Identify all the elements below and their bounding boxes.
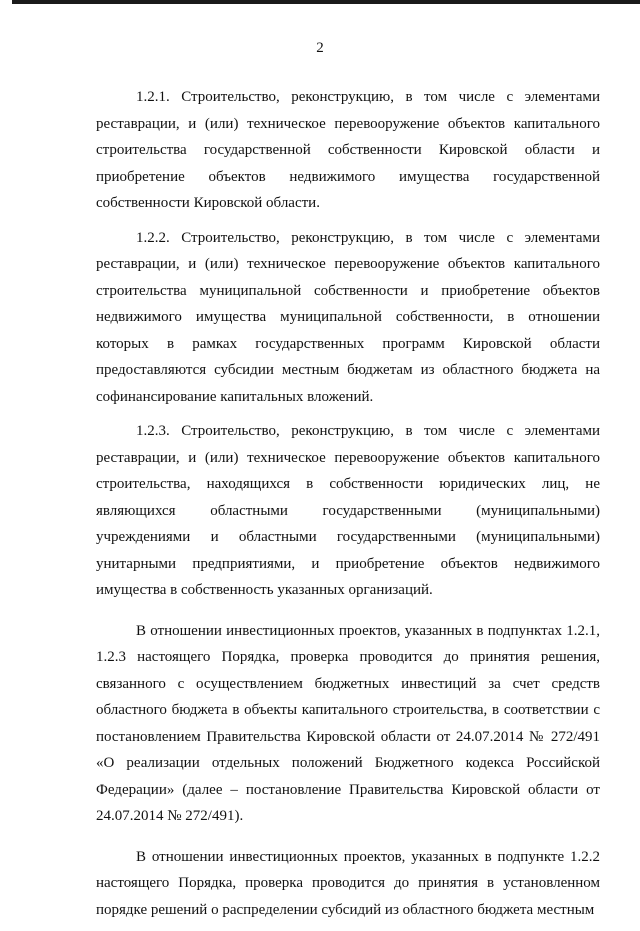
page-number: 2 — [316, 40, 324, 56]
paragraph-check-1-2-2: В отношении инвестиционных проектов, указанных в подпункте 1.2.2 настоящего Порядка, проверка проводится до принятия в установленном порядке решений о распределении субсидий из областного бюджета местным — [96, 848, 600, 918]
top-border-rule — [12, 0, 640, 4]
paragraph-1-2-2: 1.2.2. Строительство, реконструкцию, в том числе с элементами реставрации, и (или) техническое перевооружение объектов капитального строительства муниципальной собственности и приобретение объектов недвижимого имущества муниципальной собственности, в отношении которых в рамках государственных программ Кировской области предоставляются субсидии местным бюджетам из областного бюджета на софинансирование капитальных вложений. — [96, 229, 600, 405]
paragraph-1-2-1: 1.2.1. Строительство, реконструкцию, в том числе с элементами реставрации, и (или) техническое перевооружение объектов капитального строительства государственной собственности Кировской области и приобретение объектов недвижимого имущества государственной собственности Кировской области. — [96, 89, 600, 211]
document-body — [96, 84, 600, 931]
paragraph-check-1-2-1-1-2-3: В отношении инвестиционных проектов, указанных в подпунктах 1.2.1, 1.2.3 настоящего Порядка, проверка проводится до принятия решения, связанного с осуществлением бюджетных инвестиций за счет средств областного бюджета в объекты капитального строительства, в соответствии с постановлением Правительства Кировской области от 24.07.2014 № 272/491 «О реализации отдельных положений Бюджетного кодекса Российской Федерации» (далее – постановление Правительства Кировской области от 24.07.2014 № 272/491). — [96, 622, 600, 824]
paragraph-1-2-3: 1.2.3. Строительство, реконструкцию, в том числе с элементами реставрации, и (или) техническое перевооружение объектов капитального строительства, находящихся в собственности юридических лиц, не являющихся областными государственными (муниципальными) учреждениями и областными государственными (муниципальными) унитарными предприятиями, и приобретение объектов недвижимого имущества в собственность указанных организаций. — [96, 423, 600, 598]
